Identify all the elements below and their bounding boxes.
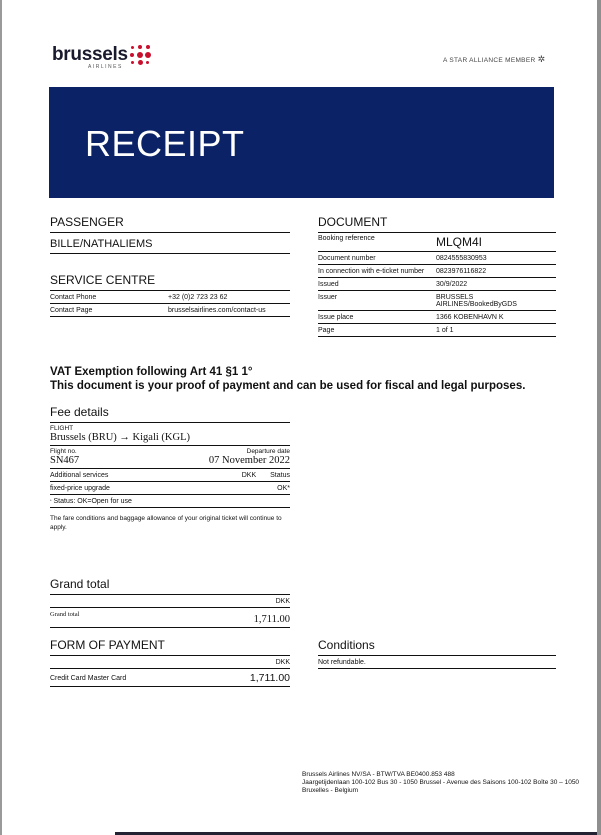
- document-row: Document number 0824555830953: [318, 252, 556, 265]
- document-row: Issued 30/9/2022: [318, 278, 556, 291]
- passenger-section: [50, 215, 290, 254]
- vat-notice: VAT Exemption following Art 41 §1 1° This document is your proof of payment and can be used for fiscal and legal purposes.: [50, 366, 526, 392]
- arrow-right-icon: →: [119, 432, 130, 443]
- brand-logo-sub: AIRLINES: [88, 64, 123, 70]
- service-heading: SERVICE CENTRE: [50, 273, 290, 291]
- passenger-name: BILLE/NATHALIEMS: [50, 233, 290, 254]
- star-alliance-label: A STAR ALLIANCE MEMBER ✲: [443, 54, 546, 64]
- passenger-heading: PASSENGER: [50, 215, 290, 233]
- scrollbar[interactable]: [597, 0, 601, 835]
- logo-dots-icon: [129, 45, 153, 67]
- star-alliance-icon: ✲: [537, 54, 546, 64]
- footer-address: Brussels Airlines NV/SA - BTW/TVA BE0400.853 488 Jaargetijdenlaan 100-102 Bus 30 - 1050 Brussel - Avenue des Saisons 100-102 Boîte 30 – 1050 Bruxelles - Belgium: [302, 771, 580, 794]
- service-item: fixed-price upgrade OK*: [50, 482, 290, 495]
- document-row: Issue place 1366 KOBENHAVN K: [318, 311, 556, 324]
- booking-row: Booking reference MLQM4I: [318, 233, 556, 252]
- document-row: Page 1 of 1: [318, 324, 556, 337]
- page-title: RECEIPT: [85, 123, 245, 164]
- document-row: In connection with e-ticket number 0823976116822: [318, 265, 556, 278]
- title-banner: [49, 87, 554, 198]
- document-heading: DOCUMENT: [318, 215, 556, 233]
- flight-route: FLIGHT Brussels (BRU) → Kigali (KGL): [50, 423, 290, 446]
- payment-section: FORM OF PAYMENT DKK Credit Card Master Card 1,711.00: [50, 638, 290, 687]
- window-frame-left: [0, 0, 2, 835]
- flight-details: Flight no. Departure date SN467 07 November 2022: [50, 446, 290, 469]
- service-section: [50, 273, 290, 317]
- fare-conditions-note: The fare conditions and baggage allowance of your original ticket will continue to apply.: [50, 515, 282, 531]
- grand-total-value: 1,711.00: [253, 614, 290, 625]
- fee-heading: Fee details: [50, 405, 290, 423]
- status-footnote: * Status: OK=Open for use: [50, 495, 290, 508]
- service-row: Contact Phone +32 (0)2 723 23 62: [50, 291, 290, 304]
- grand-total-section: Grand total DKK Grand total 1,711.00: [50, 577, 290, 628]
- service-row[interactable]: Contact Page brusselsairlines.com/contact-us: [50, 304, 290, 317]
- payment-value: 1,711.00: [249, 672, 290, 684]
- document-section: [318, 215, 556, 337]
- booking-reference: MLQM4I: [436, 235, 483, 249]
- brand-logo: brussels: [52, 44, 128, 65]
- services-header: Additional services DKK Status: [50, 469, 290, 482]
- document-row: Issuer BRUSSELS AIRLINES/BookedByGDS: [318, 291, 556, 311]
- conditions-section: Conditions Not refundable.: [318, 638, 556, 669]
- fee-section: [50, 405, 290, 532]
- contact-link[interactable]: brusselsairlines.com/contact-us: [168, 307, 266, 314]
